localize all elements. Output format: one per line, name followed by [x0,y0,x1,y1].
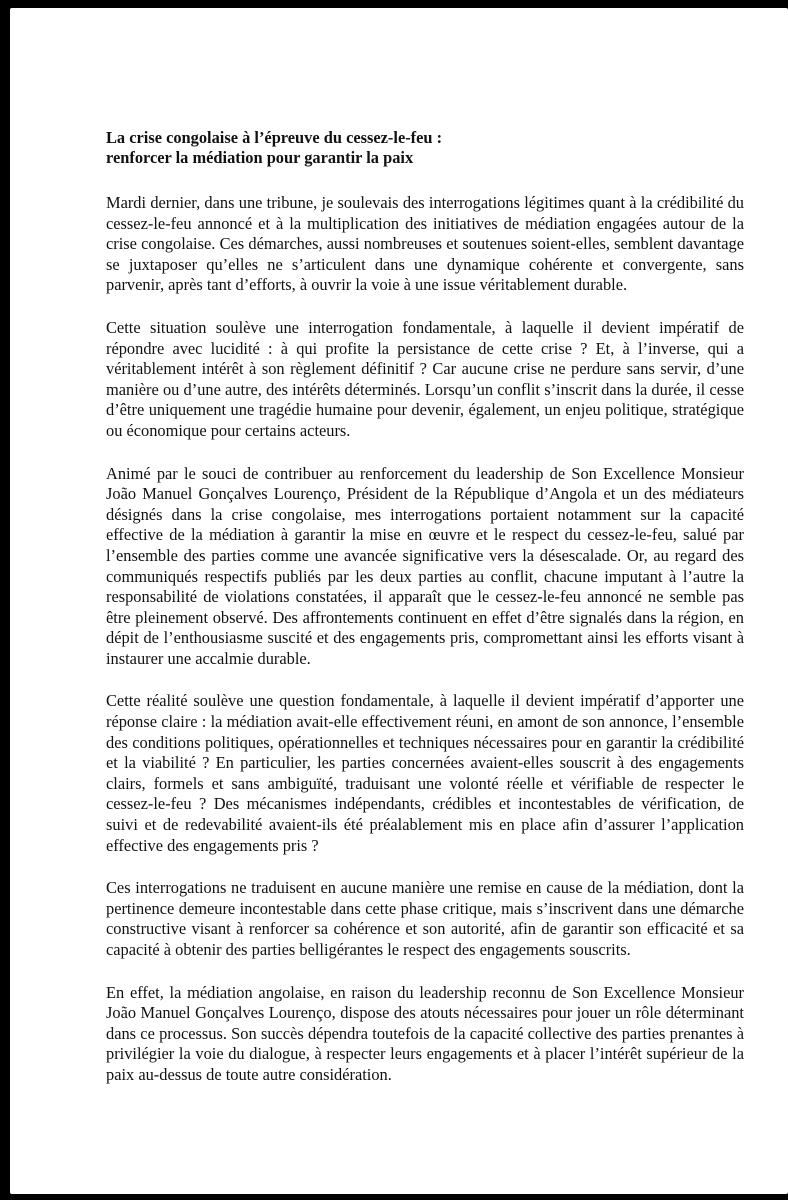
document-page [10,8,788,1194]
document-title [106,128,744,168]
title-line-2: renforcer la médiation pour garantir la paix [106,148,414,167]
paragraph-6: En effet, la médiation angolaise, en raison du leadership reconnu de Son Excellence Monsieur João Manuel Gonçalves Lourenço, dispose des atouts nécessaires pour jouer un rôle déterminant dans ce processus. Son succès dépendra toutefois de la capacité collective des parties prenantes à privilégier la voie du dialogue, à respecter leurs engagements et à placer l’intérêt supérieur de la paix au-dessus de toute autre considération. [106,982,744,1084]
paragraph-3: Animé par le souci de contribuer au renforcement du leadership de Son Excellence Monsieur João Manuel Gonçalves Lourenço, Président de la République d’Angola et un des médiateurs désignés dans la crise congolaise, mes interrogations portaient notamment sur la capacité effective de la médiation à garantir la mise en œuvre et le respect du cessez-le-feu, salué par l’ensemble des parties comme une avancée significative vers la désescalade. Or, au regard des communiqués respectifs publiés par les deux parties au conflit, chacune imputant à l’autre la responsabilité de violations constatées, il apparaît que le cessez-le-feu annoncé ne semble pas être pleinement observé. Des affrontements continuent en effet d’être signalés dans la région, en dépit de l’enthousiasme suscité et des engagements pris, compromettant ainsi les efforts visant à instaurer une accalmie durable. [106,463,744,668]
title-line-1: La crise congolaise à l’épreuve du cessez-le-feu : [106,128,443,147]
paragraph-4: Cette réalité soulève une question fondamentale, à laquelle il devient impératif d’apporter une réponse claire : la médiation avait-elle effectivement réuni, en amont de son annonce, l’ensemble des conditions politiques, opérationnelles et techniques nécessaires pour en garantir la crédibilité et la viabilité ? En particulier, les parties concernées avaient-elles souscrit à des engagements clairs, formels et sans ambiguïté, traduisant une volonté réelle et vérifiable de respecter le cessez-le-feu ? Des mécanismes indépendants, crédibles et incontestables de vérification, de suivi et de redevabilité avaient-ils été préalablement mis en place afin d’assurer l’application effective des engagements pris ? [106,691,744,855]
paragraph-1: Mardi dernier, dans une tribune, je soulevais des interrogations légitimes quant à la crédibilité du cessez-le-feu annoncé et à la multiplication des initiatives de médiation engagées autour de la crise congolaise. Ces démarches, aussi nombreuses et soutenues soient-elles, semblent davantage se juxtaposer qu’elles ne s’articulent dans une dynamique cohérente et convergente, sans parvenir, après tant d’efforts, à ouvrir la voie à une issue véritablement durable. [106,193,744,295]
paragraph-5: Ces interrogations ne traduisent en aucune manière une remise en cause de la médiation, dont la pertinence demeure incontestable dans cette phase critique, mais s’inscrivent dans une démarche constructive visant à renforcer sa cohérence et son autorité, afin de garantir son efficacité et sa capacité à obtenir des parties belligérantes le respect des engagements souscrits. [106,878,744,959]
paragraph-2: Cette situation soulève une interrogation fondamentale, à laquelle il devient impératif de répondre avec lucidité : à qui profite la persistance de cette crise ? Et, à l’inverse, qui a véritablement intérêt à son règlement définitif ? Car aucune crise ne perdure sans servir, d’une manière ou d’une autre, des intérêts déterminés. Lorsqu’un conflit s’inscrit dans la durée, il cesse d’être uniquement une tragédie humaine pour devenir, également, un enjeu politique, stratégique ou économique pour certains acteurs. [106,317,744,440]
